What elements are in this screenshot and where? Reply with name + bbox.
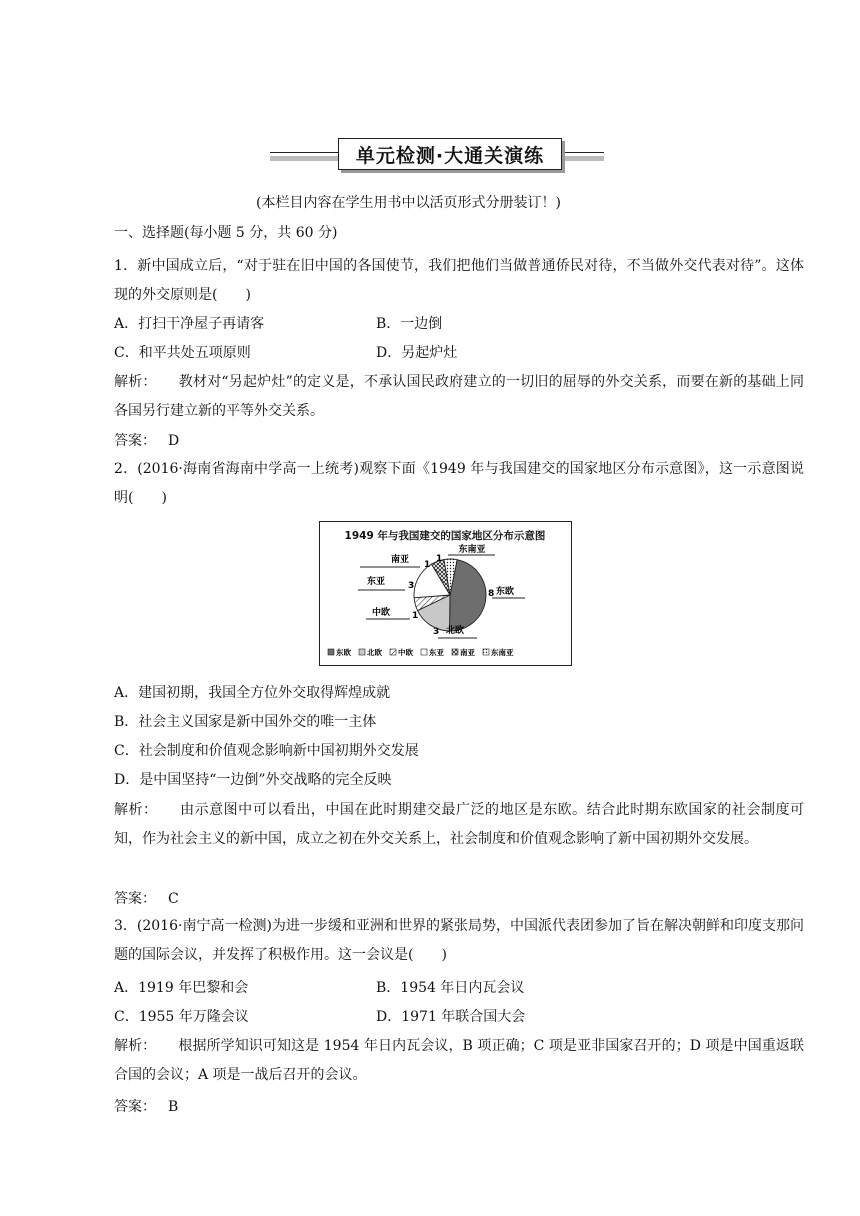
pie-value-east-europe: 8 xyxy=(488,589,495,599)
pie-value-central-europe: 1 xyxy=(412,611,419,621)
q1-analysis-label: 解析： xyxy=(114,374,157,390)
q3-option-c: C．1955 年万隆会议 xyxy=(114,1009,249,1025)
q1-option-d: D．另起炉灶 xyxy=(376,345,458,361)
q1-analysis-text: 教材对“另起炉灶”的定义是，不承认国民政府建立的一切旧的屈辱的外交关系，而要在新的基础上同各国另行建立新的平等外交关系。 xyxy=(114,374,805,419)
binding-note: (本栏目内容在学生用书中以活页形式分册装订！) xyxy=(256,195,561,211)
section-title: 单元检测·大通关演练 xyxy=(338,138,562,170)
q1-option-b: B．一边倒 xyxy=(376,316,443,332)
pie-label-east-asia: 东亚 xyxy=(366,577,386,587)
q1-answer xyxy=(114,430,179,450)
q2-option-d: D．是中国坚持“一边倒”外交战略的完全反映 xyxy=(114,772,392,788)
q2-option-a: A．建国初期，我国全方位外交取得辉煌成就 xyxy=(114,685,391,701)
q1-analysis xyxy=(88,368,804,426)
legend-swatch-central-europe xyxy=(390,649,396,655)
q2-answer-label: 答案： xyxy=(114,891,156,907)
q2-option-b: B．社会主义国家是新中国外交的唯一主体 xyxy=(114,714,377,730)
pie-value-southeast-asia: 1 xyxy=(436,554,443,564)
pie-chart-frame xyxy=(319,521,572,666)
q3-answer-label: 答案： xyxy=(114,1099,156,1115)
pie-label-south-asia: 南亚 xyxy=(390,555,410,565)
pie-value-south-asia: 1 xyxy=(424,560,431,570)
q2-analysis-text: 由示意图中可以看出，中国在此时期建交最广泛的地区是东欧。结合此时期东欧国家的社会制度可知，作为社会主义的新中国，成立之初在外交关系上，社会制度和价值观念影响了新中国初期外交发展。 xyxy=(114,802,805,847)
pie-label-east-europe: 东欧 xyxy=(496,587,515,597)
q2-answer-value: C xyxy=(168,891,179,907)
q3-stem: 3．(2016·南宁高一检测)为进一步缓和亚洲和世界的紧张局势，中国派代表团参加了旨在解决朝鲜和印度支那问题的国际会议，并发挥了积极作用。这一会议是( ) xyxy=(114,918,804,963)
q1-option-c: C．和平共处五项原则 xyxy=(114,345,251,361)
q1-stem: 1．新中国成立后，“对于驻在旧中国的各国使节，我们把他们当做普通侨民对待，不当做外交代表对待”。这体现的外交原则是( ) xyxy=(114,258,804,303)
q3-analysis xyxy=(88,1032,804,1090)
q2-analysis xyxy=(88,796,804,854)
legend-swatch-east-asia xyxy=(421,649,427,655)
q2-stem: 2．(2016·海南省海南中学高一上统考)观察下面《1949 年与我国建交的国家地区分布示意图》，这一示意图说明( ) xyxy=(114,461,804,506)
legend-label-central-europe: 中欧 xyxy=(398,648,413,657)
pie-label-central-europe: 中欧 xyxy=(372,608,391,618)
q1-option-a: A．打扫干净屋子再请客 xyxy=(114,316,265,332)
q1-answer-value: D xyxy=(168,433,180,449)
q3-analysis-label: 解析： xyxy=(114,1038,157,1054)
pie-value-north-europe: 3 xyxy=(433,627,440,637)
legend-label-south-asia: 南亚 xyxy=(460,648,475,657)
legend-label-east-europe: 东欧 xyxy=(336,648,351,657)
pie-label-north-europe: 北欧 xyxy=(445,626,465,636)
legend-label-east-asia: 东亚 xyxy=(429,648,444,657)
q2-analysis-label: 解析： xyxy=(114,802,158,818)
legend-swatch-south-asia xyxy=(452,649,458,655)
q3-analysis-text: 根据所学知识可知这是 1954 年日内瓦会议，B 项正确；C 项是亚非国家召开的；D 项是中国重返联合国的会议；A 项是一战后召开的会议。 xyxy=(114,1038,804,1083)
legend-swatch-north-europe xyxy=(359,649,365,655)
legend-label-southeast-asia: 东南亚 xyxy=(491,648,514,657)
q2-option-c: C．社会制度和价值观念影响新中国初期外交发展 xyxy=(114,743,419,759)
pie-label-southeast-asia: 东南亚 xyxy=(458,545,486,555)
legend-swatch-southeast-asia xyxy=(483,649,489,655)
pie-chart xyxy=(320,522,571,665)
pie-value-east-asia: 3 xyxy=(408,581,415,591)
chart-title: 1949 年与我国建交的国家地区分布示意图 xyxy=(344,530,546,542)
q3-option-d: D．1971 年联合国大会 xyxy=(376,1009,526,1025)
legend-swatch-east-europe xyxy=(328,649,334,655)
q3-option-a: A．1919 年巴黎和会 xyxy=(114,980,249,996)
q3-answer xyxy=(114,1096,178,1116)
q1-answer-label: 答案： xyxy=(114,433,156,449)
section-heading: 一、选择题(每小题 5 分，共 60 分) xyxy=(114,225,338,241)
q3-answer-value: B xyxy=(168,1099,179,1115)
q3-option-b: B．1954 年日内瓦会议 xyxy=(376,980,525,996)
q2-answer xyxy=(114,888,179,908)
legend-label-north-europe: 北欧 xyxy=(367,648,382,657)
